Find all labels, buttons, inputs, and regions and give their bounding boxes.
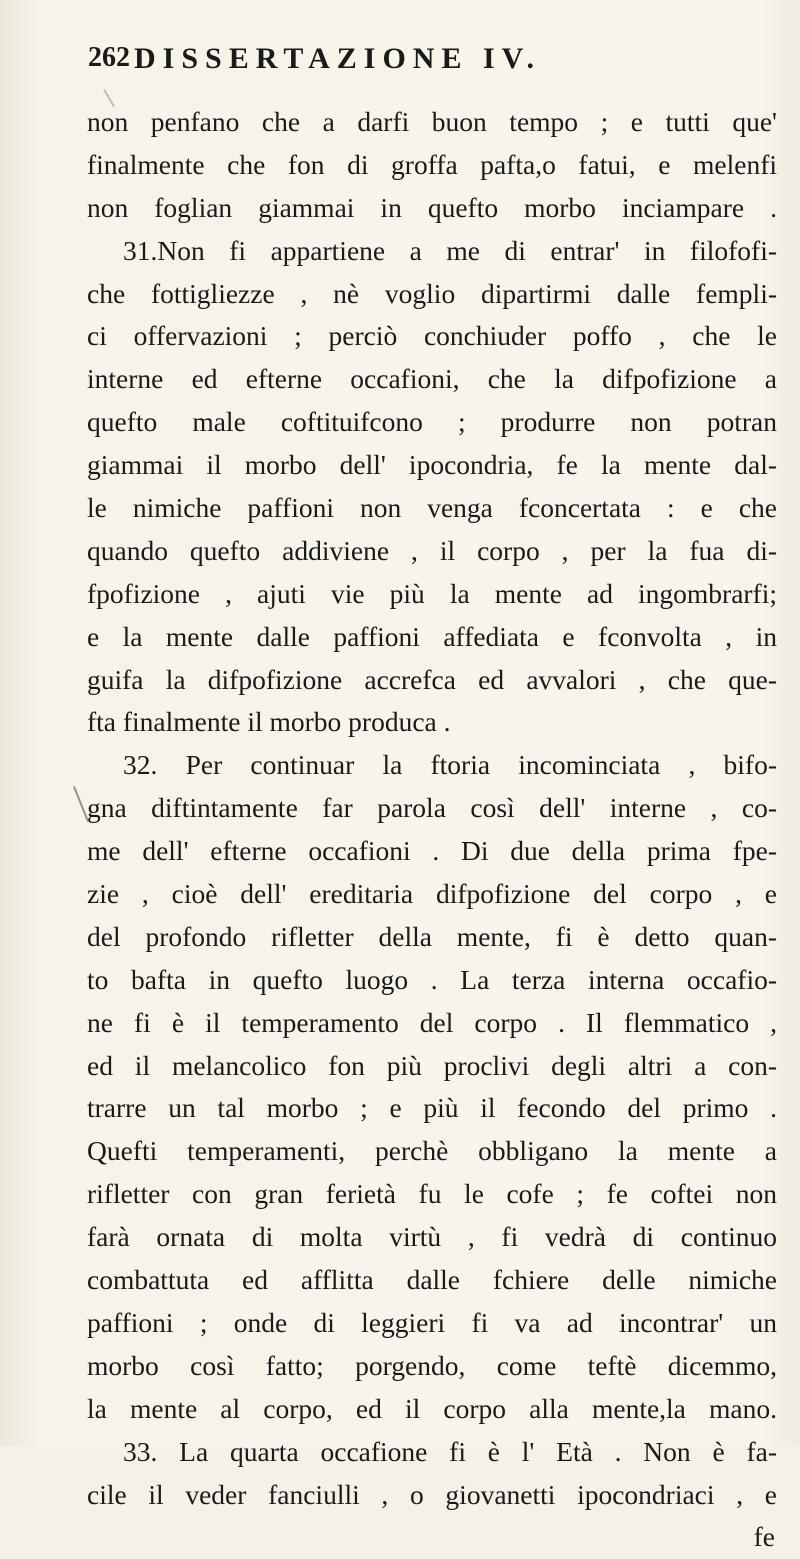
text-line: del profondo rifletter della mente, fi è detto quan-: [87, 920, 777, 952]
text-line: combattuta ed afflitta dalle fchiere delle nimiche: [87, 1264, 777, 1296]
text-line: ci offervazioni ; perciò conchiuder poffo , che le: [87, 320, 777, 352]
text-line: ne fi è il temperamento del corpo . Il flemmatico ,: [87, 1006, 777, 1038]
text-line: giammai il morbo dell' ipocondria, fe la mente dal-: [87, 449, 777, 481]
text-line: che fottigliezze , nè voglio dipartirmi dalle fempli-: [87, 277, 777, 309]
text-line: non penfano che a darfi buon tempo ; e tutti que': [87, 106, 777, 137]
text-line: quando quefto addiviene , il corpo , per la fua di-: [87, 534, 777, 566]
text-line: zie , cioè dell' ereditaria difpofizione del corpo , e: [87, 878, 777, 910]
text-line: 31.Non fi appartiene a me di entrar' in filofofi-: [123, 234, 777, 266]
text-line: gna diftintamente far parola così dell' interne , co-: [87, 792, 777, 824]
text-line: paffioni ; onde di leggieri fi va ad incontrar' un: [87, 1306, 777, 1338]
text-line: ed il melancolico fon più proclivi degli altri a con-: [87, 1049, 777, 1081]
text-line: la mente al corpo, ed il corpo alla mente,la mano.: [87, 1392, 777, 1424]
catchword: fe: [753, 1521, 775, 1553]
page-header: [88, 42, 768, 82]
running-title: DISSERTAZIONE IV.: [134, 42, 541, 75]
text-line: 32. Per continuar la ftoria incominciata , bifo-: [123, 749, 777, 781]
body-text: [87, 101, 777, 1559]
text-line: fpofizione , ajuti vie più la mente ad ingombrarfi;: [87, 577, 777, 609]
text-line: me dell' efterne occafioni . Di due della prima fpe-: [87, 835, 777, 867]
page-number: 262: [88, 42, 130, 73]
text-line: finalmente che fon di groffa pafta,o fatui, e melenfi: [87, 148, 777, 180]
text-line: le nimiche paffioni non venga fconcertata : e che: [87, 492, 777, 524]
text-line: morbo così fatto; porgendo, come teftè dicemmo,: [87, 1349, 777, 1381]
text-line: 33. La quarta occafione fi è l' Età . Non è fa-: [123, 1435, 777, 1467]
text-line: cile il veder fanciulli , o giovanetti ipocondriaci , e: [87, 1478, 777, 1510]
text-line: fta finalmente il morbo produca .: [87, 706, 451, 738]
text-line: rifletter con gran ferietà fu le cofe ; fe coftei non: [87, 1178, 777, 1210]
text-line: trarre un tal morbo ; e più il fecondo del primo .: [87, 1092, 777, 1124]
text-line: non foglian giammai in quefto morbo inciampare .: [87, 191, 777, 223]
text-line: quefto male coftituifcono ; produrre non potran: [87, 406, 777, 438]
text-line: guifa la difpofizione accrefca ed avvalori , che que-: [87, 663, 777, 695]
text-line: Quefti temperamenti, perchè obbligano la mente a: [87, 1135, 777, 1167]
text-line: to bafta in quefto luogo . La terza interna occafio-: [87, 963, 777, 995]
text-line: e la mente dalle paffioni affediata e fconvolta , in: [87, 620, 777, 652]
text-line: interne ed efterne occafioni, che la difpofizione a: [87, 363, 777, 395]
text-line: farà ornata di molta virtù , fi vedrà di continuo: [87, 1221, 777, 1253]
